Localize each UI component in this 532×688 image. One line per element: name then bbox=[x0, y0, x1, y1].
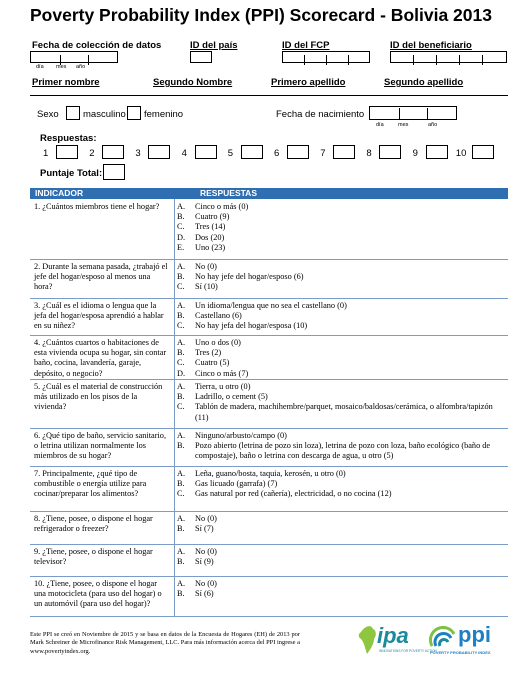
ipa-wordmark: ipa bbox=[377, 623, 409, 648]
id-fcp-field[interactable] bbox=[282, 51, 370, 63]
fecha-coleccion-label: Fecha de colección de datos bbox=[32, 40, 162, 51]
option-letter: E. bbox=[177, 242, 185, 252]
respuesta-box-10[interactable] bbox=[472, 145, 494, 159]
option-text: Un idioma/lengua que no sea el castellano (0) bbox=[195, 301, 347, 310]
page-title: Poverty Probability Index (PPI) Scorecard - Bolivia 2013 bbox=[30, 5, 492, 25]
option-letter: C. bbox=[177, 358, 185, 368]
answer-option[interactable] bbox=[177, 282, 508, 292]
table-row bbox=[30, 335, 508, 380]
respuestas-label: Respuestas: bbox=[40, 133, 97, 144]
table-row bbox=[30, 298, 508, 336]
table-row bbox=[30, 428, 508, 467]
indicator-question: 9. ¿Tiene, posee, o dispone el hogar televisor? bbox=[34, 547, 153, 567]
anio-label: año bbox=[76, 64, 86, 70]
option-letter: B. bbox=[177, 524, 185, 534]
answer-option[interactable] bbox=[177, 382, 508, 392]
femenino-label: femenino bbox=[144, 109, 184, 120]
option-letter: B. bbox=[177, 589, 185, 599]
ppi-logo bbox=[428, 622, 513, 658]
option-text: Tablón de madera, machihembre/parquet, mosaico/baldosas/cerámica, o alfombra/tapizón (11) bbox=[195, 402, 493, 422]
femenino-checkbox[interactable] bbox=[127, 106, 141, 120]
answer-option[interactable] bbox=[177, 392, 508, 402]
answer-options bbox=[174, 298, 508, 335]
indicator-question: 8. ¿Tiene, posee, o dispone el hogar refrigerador o freezer? bbox=[34, 514, 153, 534]
puntaje-total-field[interactable] bbox=[103, 164, 125, 180]
option-text: No (0) bbox=[195, 514, 217, 523]
answer-option[interactable] bbox=[177, 272, 508, 282]
indicator-question: 6. ¿Qué tipo de baño, servicio sanitario, o letrina utilizan normalmente los miembros de su hogar? bbox=[34, 431, 167, 461]
answer-option[interactable] bbox=[177, 321, 508, 331]
answer-options bbox=[174, 199, 508, 259]
masculino-label: masculino bbox=[83, 109, 126, 120]
ppi-logo-mark bbox=[428, 624, 458, 650]
indicator-question: 10. ¿Tiene, posee, o dispone el hogar una motocicleta (para uso del hogar) o un automóvil (para uso del hogar)? bbox=[34, 579, 162, 609]
option-text: No hay jefa del hogar/esposa (10) bbox=[195, 321, 308, 331]
answer-options bbox=[174, 259, 508, 298]
option-letter: A. bbox=[177, 338, 186, 347]
option-text: Cuatro (5) bbox=[195, 358, 230, 368]
answer-option[interactable] bbox=[177, 311, 508, 321]
masculino-checkbox[interactable] bbox=[66, 106, 80, 120]
option-letter: C. bbox=[177, 222, 185, 232]
respuesta-box-9[interactable] bbox=[426, 145, 448, 159]
indicator-question: 5. ¿Cuál es el material de construcción más utilizado en los pisos de la vivienda? bbox=[34, 382, 163, 412]
primer-apellido-label: Primero apellido bbox=[271, 77, 346, 88]
option-text: Gas licuado (garrafa) (7) bbox=[195, 479, 278, 489]
respuesta-number-8: 8 bbox=[366, 148, 372, 159]
answer-option[interactable] bbox=[177, 358, 508, 368]
answer-option[interactable] bbox=[177, 243, 508, 253]
option-text: No hay jefe del hogar/esposo (6) bbox=[195, 272, 304, 282]
table-row bbox=[30, 259, 508, 299]
answer-options bbox=[174, 335, 508, 379]
answer-option[interactable] bbox=[177, 348, 508, 358]
table-row bbox=[30, 544, 508, 577]
option-text: Leña, guano/bosta, taquia, kerosén, u otro (0) bbox=[195, 469, 346, 478]
answer-option[interactable] bbox=[177, 402, 508, 422]
answer-option[interactable] bbox=[177, 489, 508, 499]
option-letter: A. bbox=[177, 301, 186, 310]
option-letter: A. bbox=[177, 202, 186, 211]
answer-option[interactable] bbox=[177, 233, 508, 243]
nac-dia-label: día bbox=[376, 122, 384, 128]
answer-option[interactable] bbox=[177, 479, 508, 489]
answer-option[interactable] bbox=[177, 369, 508, 379]
option-text: Castellano (6) bbox=[195, 311, 242, 321]
table-row bbox=[30, 199, 508, 260]
dia-label: día bbox=[36, 64, 44, 70]
id-beneficiario-label: ID del beneficiario bbox=[390, 40, 472, 51]
answer-option[interactable] bbox=[177, 431, 508, 441]
respuesta-box-4[interactable] bbox=[195, 145, 217, 159]
option-letter: A. bbox=[177, 579, 186, 588]
ipa-logo bbox=[355, 620, 437, 660]
fecha-nacimiento-field[interactable] bbox=[369, 106, 457, 120]
option-text: Sí (9) bbox=[195, 557, 214, 567]
respuesta-number-4: 4 bbox=[181, 148, 187, 159]
option-text: Uno o dos (0) bbox=[195, 338, 241, 347]
mes-label: mes bbox=[56, 64, 67, 70]
puntaje-total-label: Puntaje Total: bbox=[40, 168, 103, 179]
answer-options bbox=[174, 428, 508, 466]
respuesta-box-8[interactable] bbox=[379, 145, 401, 159]
answer-option[interactable] bbox=[177, 301, 508, 311]
respuestas-header: RESPUESTAS bbox=[200, 188, 257, 198]
answer-option[interactable] bbox=[177, 212, 508, 222]
answer-option[interactable] bbox=[177, 262, 508, 272]
respuesta-number-2: 2 bbox=[89, 148, 95, 159]
answer-option[interactable] bbox=[177, 524, 508, 534]
id-fcp-label: ID del FCP bbox=[282, 40, 330, 51]
answer-option[interactable] bbox=[177, 579, 508, 589]
table-row bbox=[30, 466, 508, 512]
option-text: Pozo abierto (letrina de pozo sin loza), letrina de pozo con loza, baño ecológico (baño de compostaje), baño o letrina con descarga de agua, u otro (5) bbox=[195, 441, 491, 461]
option-text: Tres (2) bbox=[195, 348, 222, 358]
option-letter: A. bbox=[177, 382, 186, 391]
answer-options bbox=[174, 511, 508, 544]
option-text: Uno (23) bbox=[195, 242, 226, 252]
option-text: Dos (20) bbox=[195, 232, 225, 242]
segundo-nombre-label: Segundo Nombre bbox=[153, 77, 233, 88]
option-text: Cinco o más (0) bbox=[195, 202, 249, 211]
nac-anio-label: año bbox=[428, 122, 438, 128]
names-line bbox=[30, 95, 508, 96]
option-letter: B. bbox=[177, 557, 185, 567]
answer-option[interactable] bbox=[177, 469, 508, 479]
respuesta-box-2[interactable] bbox=[102, 145, 124, 159]
option-letter: C. bbox=[177, 489, 185, 499]
answer-options bbox=[174, 544, 508, 576]
respuesta-number-1: 1 bbox=[43, 148, 49, 159]
option-letter: A. bbox=[177, 262, 186, 271]
option-letter: B. bbox=[177, 272, 185, 282]
fecha-coleccion-field[interactable] bbox=[30, 51, 118, 63]
sexo-label: Sexo bbox=[37, 109, 59, 120]
table-row bbox=[30, 511, 508, 545]
ppi-wordmark: ppi bbox=[458, 622, 491, 647]
id-pais-label: ID del país bbox=[190, 40, 238, 51]
option-letter: D. bbox=[177, 368, 186, 378]
nac-mes-label: mes bbox=[398, 122, 409, 128]
indicador-header: INDICADOR bbox=[35, 188, 84, 198]
option-text: Sí (6) bbox=[195, 589, 214, 599]
answer-options bbox=[174, 466, 508, 511]
indicator-question: 4. ¿Cuántos cuartos o habitaciones de esta vivienda ocupa su hogar, sin contar baño, cocina, lavandería, garaje, depósito, o negocio? bbox=[34, 338, 167, 378]
option-letter: C. bbox=[177, 282, 185, 292]
option-letter: A. bbox=[177, 431, 186, 440]
respuesta-number-6: 6 bbox=[274, 148, 280, 159]
option-text: Cuatro (9) bbox=[195, 212, 230, 222]
respuesta-number-10: 10 bbox=[455, 148, 467, 159]
indicator-question: 1. ¿Cuántos miembros tiene el hogar? bbox=[34, 202, 160, 211]
answer-options bbox=[174, 379, 508, 428]
respuesta-number-5: 5 bbox=[227, 148, 234, 159]
ppi-tagline: POVERTY PROBABILITY INDEX bbox=[430, 650, 491, 655]
option-letter: B. bbox=[177, 212, 185, 222]
fecha-nacimiento-label: Fecha de nacimiento bbox=[276, 109, 365, 120]
answer-option[interactable] bbox=[177, 589, 508, 599]
option-text: No (0) bbox=[195, 579, 217, 588]
answer-option[interactable] bbox=[177, 202, 508, 212]
option-letter: B. bbox=[177, 392, 185, 402]
option-text: Tres (14) bbox=[195, 222, 226, 232]
ipa-tagline: INNOVATIONS FOR POVERTY ACTION bbox=[379, 649, 437, 653]
segundo-apellido-label: Segundo apellido bbox=[384, 77, 464, 88]
option-letter: D. bbox=[177, 232, 186, 242]
footer-note: Este PPI se creó en Noviembre de 2015 y se basa en datos de la Encuesta de Hogares (EH) de 2013 por Mark Schreiner de Microfinance Risk Management, LLC. Para más información acerca del PPI ingrese a www.povertyindex.org. bbox=[30, 631, 300, 655]
id-beneficiario-field[interactable] bbox=[390, 51, 507, 63]
respuesta-box-6[interactable] bbox=[287, 145, 309, 159]
primer-nombre-label: Primer nombre bbox=[32, 77, 100, 88]
answer-option[interactable] bbox=[177, 222, 508, 232]
answer-option[interactable] bbox=[177, 441, 508, 461]
option-text: Ladrillo, o cement (5) bbox=[195, 392, 268, 402]
option-letter: C. bbox=[177, 402, 185, 412]
respuesta-number-7: 7 bbox=[320, 148, 326, 159]
option-letter: B. bbox=[177, 479, 185, 489]
option-letter: B. bbox=[177, 311, 185, 321]
option-text: No (0) bbox=[195, 262, 217, 271]
answer-option[interactable] bbox=[177, 547, 508, 557]
respuesta-number-3: 3 bbox=[135, 148, 141, 159]
table-row bbox=[30, 576, 508, 617]
answer-option[interactable] bbox=[177, 557, 508, 567]
option-text: Sí (7) bbox=[195, 524, 214, 534]
id-pais-field[interactable] bbox=[190, 51, 212, 63]
option-text: Gas natural por red (cañería), electricidad, o no cocina (12) bbox=[195, 489, 392, 499]
option-text: Sí (10) bbox=[195, 282, 218, 292]
answer-options bbox=[174, 576, 508, 616]
option-text: Ninguno/arbusto/campo (0) bbox=[195, 431, 287, 440]
option-letter: B. bbox=[177, 348, 185, 358]
answer-option[interactable] bbox=[177, 338, 508, 348]
answer-option[interactable] bbox=[177, 514, 508, 524]
indicator-question: 7. Principalmente, ¿qué tipo de combustible o energía utilize para cocinar/preparar los alimentos? bbox=[34, 469, 147, 499]
option-letter: A. bbox=[177, 547, 186, 556]
respuesta-box-1[interactable] bbox=[56, 145, 78, 159]
option-letter: A. bbox=[177, 514, 186, 523]
respuesta-box-5[interactable] bbox=[241, 145, 263, 159]
table-row bbox=[30, 379, 508, 429]
option-letter: A. bbox=[177, 469, 186, 478]
option-text: No (0) bbox=[195, 547, 217, 556]
indicator-question: 2. Durante la semana pasada, ¿trabajó el jefe del hogar/esposo al menos una hora? bbox=[34, 262, 168, 292]
option-letter: B. bbox=[177, 441, 185, 451]
respuesta-box-7[interactable] bbox=[333, 145, 355, 159]
indicator-question: 3. ¿Cuál es el idioma o lengua que la jefa del hogar/esposa aprendió a hablar en su niñez? bbox=[34, 301, 164, 331]
respuesta-number-9: 9 bbox=[412, 148, 418, 159]
respuesta-box-3[interactable] bbox=[148, 145, 170, 159]
option-text: Tierra, u otro (0) bbox=[195, 382, 251, 391]
table-header bbox=[30, 188, 508, 199]
option-text: Cinco o más (7) bbox=[195, 368, 249, 378]
option-letter: C. bbox=[177, 321, 185, 331]
